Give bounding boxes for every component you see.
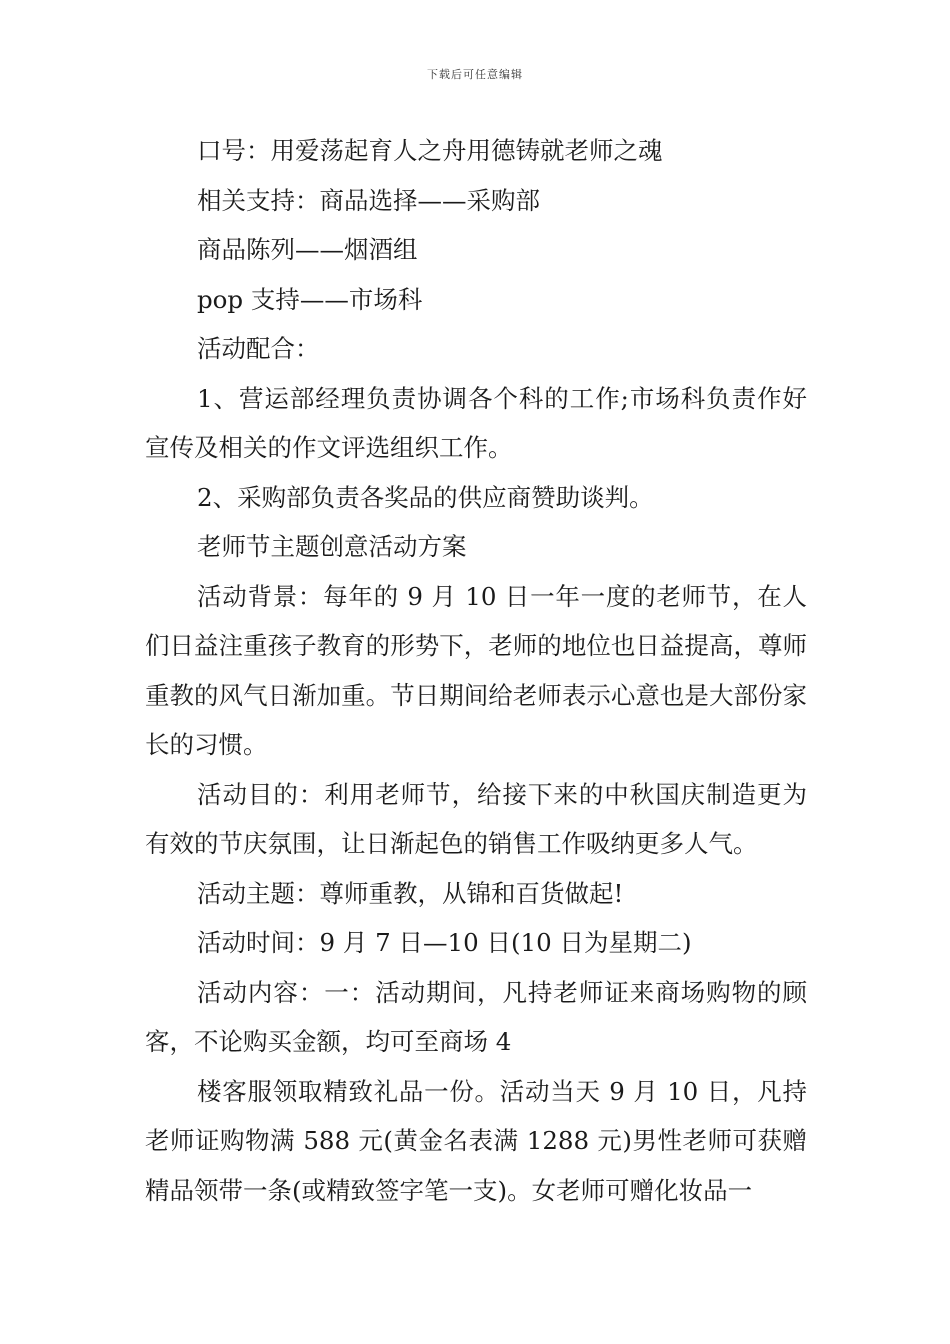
paragraph-content-2: 楼客服领取精致礼品一份。活动当天 9 月 10 日，凡持老师证购物满 588 元(黄金名表满 1288 元)男性老师可获赠精品领带一条(或精致签字笔一支)。女老师可赠化妆品一 bbox=[145, 1076, 807, 1205]
paragraph-support-pop: pop 支持——市场科 bbox=[197, 284, 423, 314]
paragraph-purpose: 活动目的：利用老师节，给接下来的中秋国庆制造更为有效的节庆氛围，让日渐起色的销售工作吸纳更多人气。 bbox=[145, 779, 807, 858]
paragraph-cooperation-2: 2、采购部负责各奖品的供应商赞助谈判。 bbox=[197, 482, 654, 512]
document-body bbox=[145, 126, 807, 1215]
page-header-note: 下载后可任意编辑 bbox=[427, 68, 523, 81]
paragraph-support-display: 商品陈列——烟酒组 bbox=[197, 235, 418, 264]
paragraph-cooperation-1: 1、营运部经理负责协调各个科的工作;市场科负责作好宣传及相关的作文评选组织工作。 bbox=[145, 383, 807, 462]
paragraph-cooperation-heading: 活动配合： bbox=[197, 334, 320, 363]
paragraph-background: 活动背景：每年的 9 月 10 日一年一度的老师节，在人们日益注重孩子教育的形势下，老师的地位也日益提高，尊师重教的风气日渐加重。节日期间给老师表示心意也是大部份家长的习惯。 bbox=[145, 581, 807, 759]
paragraph-theme: 活动主题：尊师重教，从锦和百货做起! bbox=[197, 878, 624, 908]
paragraph-slogan: 口号：用爱荡起育人之舟用德铸就老师之魂 bbox=[197, 136, 663, 165]
paragraph-support-selection: 相关支持：商品选择——采购部 bbox=[197, 185, 540, 215]
section-title: 老师节主题创意活动方案 bbox=[197, 532, 467, 561]
paragraph-time: 活动时间：9 月 7 日—10 日(10 日为星期二) bbox=[197, 928, 692, 957]
paragraph-content-1: 活动内容：一：活动期间，凡持老师证来商场购物的顾客，不论购买金额，均可至商场 4 bbox=[145, 977, 807, 1056]
